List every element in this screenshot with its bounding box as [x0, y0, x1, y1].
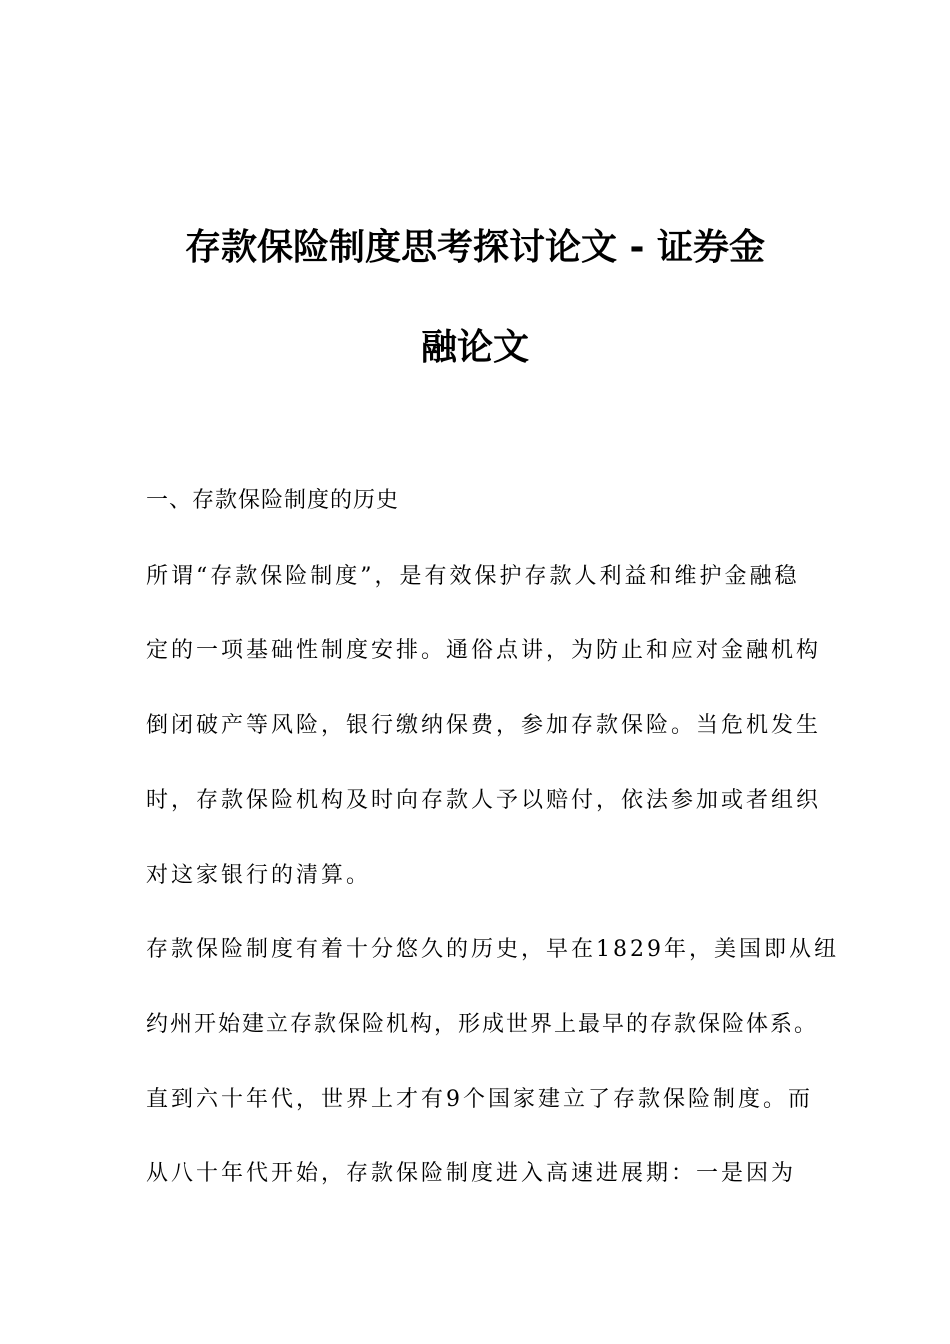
paragraph-2-line-2: 约州开始建立存款保险机构，形成世界上最早的存款保险体系。	[146, 1012, 819, 1037]
section-heading: 一、存款保险制度的历史	[146, 488, 400, 513]
paragraph-2-line-1: 存款保险制度有着十分悠久的历史，早在1829年，美国即从纽	[146, 937, 839, 962]
paragraph-1-line-3: 倒闭破产等风险，银行缴纳保费，参加存款保险。当危机发生	[146, 713, 822, 738]
paragraph-2-line-4: 从八十年代开始，存款保险制度进入高速进展期：一是因为	[146, 1161, 797, 1186]
document-title-line-1: 存款保险制度思考探讨论文 - 证券金	[184, 227, 765, 268]
paragraph-1-line-5: 对这家银行的清算。	[146, 863, 372, 888]
paragraph-1-line-4: 时，存款保险机构及时向存款人予以赔付，依法参加或者组织	[146, 788, 822, 813]
paragraph-2-line-3: 直到六十年代，世界上才有9个国家建立了存款保险制度。而	[146, 1087, 813, 1112]
paragraph-1-line-1: 所谓“存款保险制度”，是有效保护存款人利益和维护金融稳	[146, 564, 800, 589]
document-title-line-2: 融论文	[420, 327, 529, 368]
paragraph-1-line-2: 定的一项基础性制度安排。通俗点讲，为防止和应对金融机构	[146, 638, 822, 663]
